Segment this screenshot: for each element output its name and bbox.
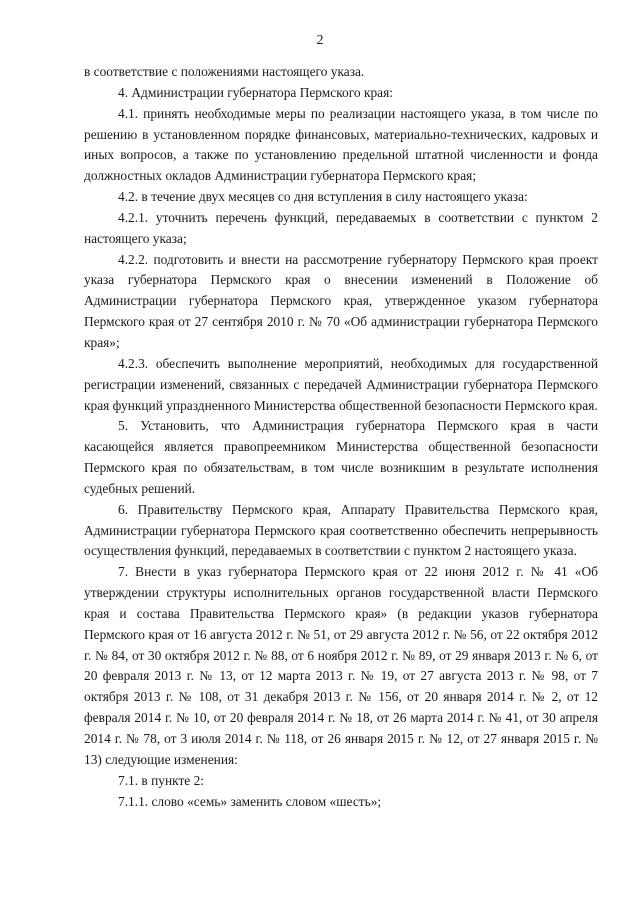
- document-body: [84, 62, 598, 812]
- paragraph-item-4-2-2: 4.2.2. подготовить и внести на рассмотрение губернатору Пермского края проект указа губернатора Пермского края о внесении изменений в Положение об Администрации губернатора Пермского края, утвержденное указом губернатора Пермского края от 27 сентября 2010 г. № 70 «Об администрации губернатора Пермского края»;: [84, 251, 598, 350]
- paragraph-continuation: в соответствие с положениями настоящего указа.: [84, 64, 365, 79]
- paragraph-item-4-1: 4.1. принять необходимые меры по реализации настоящего указа, в том числе по решению в установленном порядке финансовых, материально-технических, кадровых и иных вопросов, а также по установлению предельной штатной численности и фонда должностных окладов Администрации губернатора Пермского края;: [84, 105, 598, 184]
- paragraph-item-7-1-1: 7.1.1. слово «семь» заменить словом «шесть»;: [118, 793, 382, 809]
- paragraph-item-7: 7. Внести в указ губернатора Пермского края от 22 июня 2012 г. № 41 «Об утверждении структуры исполнительных органов государственной власти Пермского края и состава Правительства Пермского края» (в редакции указов губернатора Пермского края от 16 августа 2012 г. № 51, от 29 августа 2012 г. № 56, от 22 октября 2012 г. № 84, от 30 октября 2012 г. № 88, от 6 ноября 2012 г. № 89, от 29 января 2013 г. № 6, от 20 февраля 2013 г. № 13, от 12 марта 2013 г. № 19, от 27 августа 2013 г. № 98, от 7 октября 2013 г. № 108, от 31 декабря 2013 г. № 156, от 20 января 2014 г. № 2, от 12 февраля 2014 г. № 10, от 20 февраля 2014 г. № 18, от 26 марта 2014 г. № 41, от 30 апреля 2014 г. № 78, от 3 июля 2014 г. № 118, от 26 января 2015 г. № 12, от 27 января 2015 г. № 13) следующие изменения:: [84, 564, 598, 767]
- paragraph-item-6: 6. Правительству Пермского края, Аппарату Правительства Пермского края, Администрации губернатора Пермского края соответственно обеспечить непрерывность осуществления функций, передаваемых в соответствии с пунктом 2 настоящего указа.: [84, 501, 598, 559]
- paragraph-item-4: 4. Администрации губернатора Пермского края:: [118, 84, 393, 100]
- paragraph-item-7-1: 7.1. в пункте 2:: [118, 772, 205, 788]
- paragraph-item-4-2-3: 4.2.3. обеспечить выполнение мероприятий, необходимых для государственной регистрации изменений, связанных с передачей Администрации губернатора Пермского края функций упраздненного Министерства общественной безопасности Пермского края.: [84, 355, 598, 413]
- paragraph-item-5: 5. Установить, что Администрация губернатора Пермского края в части касающейся является правопреемником Министерства общественной безопасности Пермского края по обязательствам, в том числе возникшим в результате исполнения судебных решений.: [84, 418, 598, 496]
- page-number: 2: [316, 33, 324, 48]
- paragraph-item-4-2: 4.2. в течение двух месяцев со дня вступления в силу настоящего указа:: [118, 189, 528, 205]
- paragraph-item-4-2-1: 4.2.1. уточнить перечень функций, передаваемых в соответствии с пунктом 2 настоящего указа;: [84, 209, 598, 246]
